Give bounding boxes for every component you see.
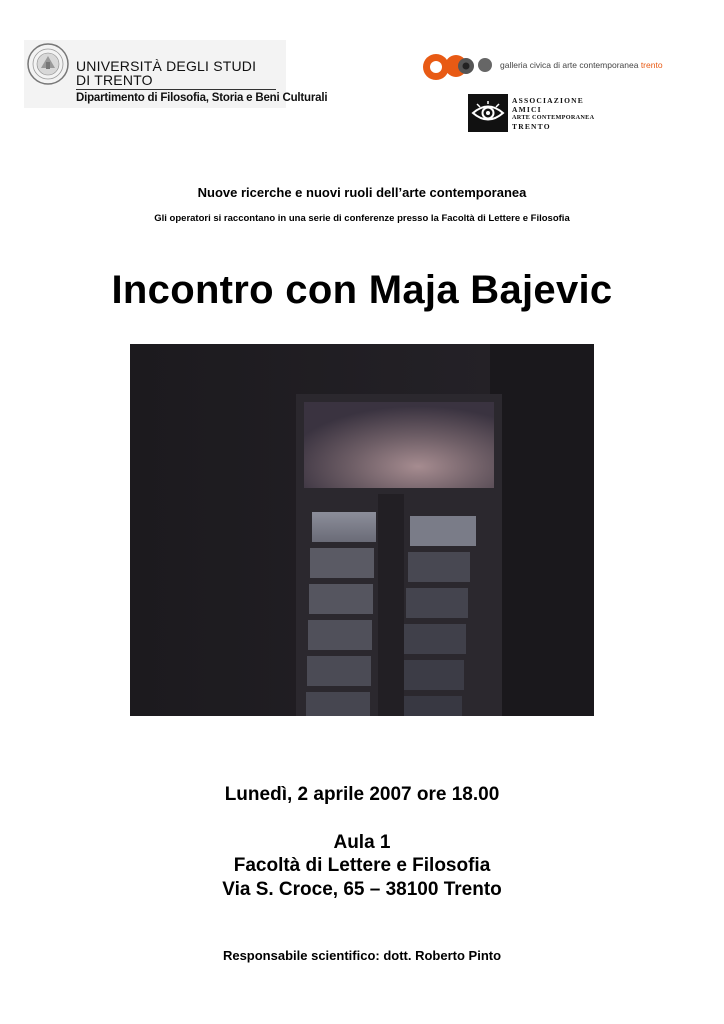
event-date-time: Lunedì, 2 aprile 2007 ore 18.00 [224, 784, 500, 805]
event-address: Via S. Croce, 65 – 38100 Trento [222, 879, 502, 900]
scientific-responsible: Responsabile scientifico: dott. Roberto Pinto [222, 948, 502, 963]
university-seal-icon [26, 42, 70, 86]
associazione-text [512, 97, 594, 131]
galleria-dots-icon [422, 52, 498, 82]
event-room: Aula 1 [333, 832, 391, 853]
associazione-logo [468, 94, 608, 132]
galleria-text [500, 60, 663, 70]
university-name-line1: UNIVERSITÀ DEGLI STUDI [76, 58, 257, 74]
university-name [76, 59, 256, 87]
event-title: Incontro con Maja Bajevic [111, 268, 613, 312]
associazione-line1: ASSOCIAZIONE [512, 96, 584, 105]
galleria-name: galleria civica di arte contemporanea [500, 60, 639, 70]
university-logo [24, 40, 328, 108]
eye-icon [468, 94, 508, 132]
series-title: Nuove ricerche e nuovi ruoli dell’arte contemporanea [197, 185, 527, 200]
galleria-city: trento [640, 60, 663, 70]
university-name-line2: DI TRENTO [76, 72, 153, 88]
department-name: Dipartimento di Filosofia, Storia e Beni Culturali [76, 92, 328, 104]
event-faculty: Facoltà di Lettere e Filosofia [233, 855, 491, 876]
associazione-line4: TRENTO [512, 121, 551, 131]
associazione-line3: ARTE CONTEMPORANEA [512, 114, 595, 122]
associazione-line2: AMICI [512, 104, 542, 114]
galleria-logo [422, 52, 663, 82]
series-subtitle: Gli operatori si raccontano in una serie di conferenze presso la Facoltà di Lettere e Filosofia [154, 213, 570, 224]
event-photo [130, 344, 594, 716]
university-divider [76, 89, 276, 90]
